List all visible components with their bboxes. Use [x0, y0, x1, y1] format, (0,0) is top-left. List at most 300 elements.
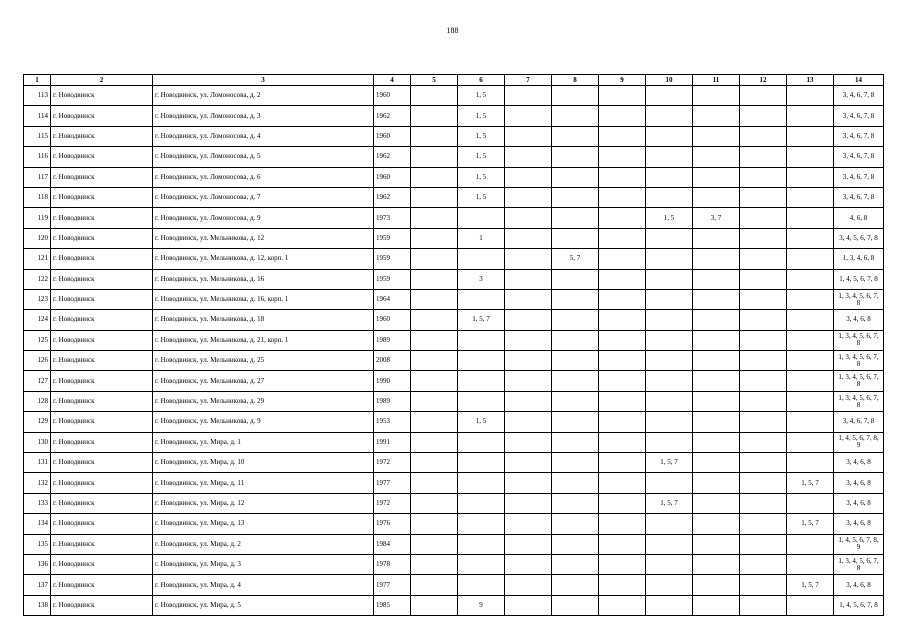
table-cell: 1, 5	[458, 412, 505, 432]
table-cell: г. Новодвинск, ул. Мира, д. 10	[153, 453, 374, 473]
table-cell	[646, 534, 693, 554]
table-cell	[552, 289, 599, 309]
table-cell	[740, 453, 787, 473]
table-cell	[740, 330, 787, 350]
table-cell	[740, 412, 787, 432]
table-cell	[505, 249, 552, 269]
table-cell	[552, 514, 599, 534]
table-cell: 135	[24, 534, 51, 554]
table-cell	[505, 575, 552, 595]
table-row	[24, 106, 884, 126]
table-cell: 1, 5	[458, 147, 505, 167]
table-cell: г. Новодвинск	[51, 391, 153, 411]
column-header: 9	[599, 75, 646, 86]
table-cell	[411, 289, 458, 309]
table-cell	[599, 187, 646, 207]
table-cell	[505, 228, 552, 248]
table-cell	[740, 289, 787, 309]
table-cell	[552, 330, 599, 350]
table-cell	[693, 249, 740, 269]
table-cell: 1959	[374, 269, 411, 289]
table-cell	[740, 208, 787, 228]
table-cell: 3, 4, 6, 7, 8	[834, 86, 884, 106]
table-cell	[599, 86, 646, 106]
table-cell	[646, 473, 693, 493]
table-cell	[552, 187, 599, 207]
table-cell	[599, 330, 646, 350]
table-cell	[740, 391, 787, 411]
table-cell: 1977	[374, 575, 411, 595]
table-cell: 3, 4, 5, 6, 7, 8	[834, 228, 884, 248]
column-header: 14	[834, 75, 884, 86]
table-cell	[599, 595, 646, 615]
table-cell	[552, 147, 599, 167]
table-cell	[693, 147, 740, 167]
table-cell	[787, 534, 834, 554]
table-cell: г. Новодвинск, ул. Ломоносова, д. 9	[153, 208, 374, 228]
table-cell	[599, 432, 646, 452]
table-cell	[505, 208, 552, 228]
table-row	[24, 351, 884, 371]
table-cell: 1960	[374, 86, 411, 106]
table-cell	[411, 493, 458, 513]
table-row	[24, 269, 884, 289]
table-cell: 1, 5, 7	[646, 453, 693, 473]
table-cell	[599, 554, 646, 574]
table-cell: 1989	[374, 391, 411, 411]
table-cell: 3, 7	[693, 208, 740, 228]
table-cell: г. Новодвинск	[51, 534, 153, 554]
table-cell: 128	[24, 391, 51, 411]
table-row	[24, 126, 884, 146]
table-cell: 1990	[374, 371, 411, 391]
table-cell	[505, 493, 552, 513]
table-cell	[552, 310, 599, 330]
table-row	[24, 208, 884, 228]
table-cell: 3, 4, 6, 8	[834, 493, 884, 513]
table-cell: 1991	[374, 432, 411, 452]
column-header: 2	[51, 75, 153, 86]
table-cell: г. Новодвинск	[51, 249, 153, 269]
table-cell: г. Новодвинск, ул. Ломоносова, д. 5	[153, 147, 374, 167]
table-cell	[787, 208, 834, 228]
table-cell	[693, 228, 740, 248]
table-cell	[411, 228, 458, 248]
table-cell: 1, 4, 5, 6, 7, 8, 9	[834, 534, 884, 554]
table-cell: г. Новодвинск, ул. Мельникова, д. 12	[153, 228, 374, 248]
table-cell	[693, 391, 740, 411]
table-cell: 1962	[374, 187, 411, 207]
table-header-row	[24, 75, 884, 86]
table-cell	[552, 473, 599, 493]
table-cell	[599, 228, 646, 248]
table-cell: г. Новодвинск	[51, 473, 153, 493]
table-cell: 5, 7	[552, 249, 599, 269]
table-cell	[505, 106, 552, 126]
table-cell: 1976	[374, 514, 411, 534]
table-cell	[646, 514, 693, 534]
table-cell: 9	[458, 595, 505, 615]
table-cell	[599, 126, 646, 146]
table-cell	[458, 554, 505, 574]
table-cell: 1, 5, 7	[646, 493, 693, 513]
table-cell: 1959	[374, 249, 411, 269]
table-cell	[693, 412, 740, 432]
table-cell: г. Новодвинск, ул. Мельникова, д. 27	[153, 371, 374, 391]
table-cell	[740, 351, 787, 371]
table-cell	[599, 391, 646, 411]
table-cell: 1972	[374, 493, 411, 513]
table-cell: 136	[24, 554, 51, 574]
table-cell	[411, 412, 458, 432]
table-cell: 113	[24, 86, 51, 106]
table-cell	[458, 249, 505, 269]
table-cell	[646, 269, 693, 289]
table-cell	[740, 554, 787, 574]
table-cell: г. Новодвинск	[51, 432, 153, 452]
table-cell	[693, 126, 740, 146]
table-cell	[787, 187, 834, 207]
table-cell: 121	[24, 249, 51, 269]
table-cell: 1, 4, 5, 6, 7, 8	[834, 269, 884, 289]
table-cell	[693, 310, 740, 330]
table-cell: г. Новодвинск	[51, 351, 153, 371]
table-cell: 120	[24, 228, 51, 248]
table-cell	[599, 167, 646, 187]
table-cell: 3, 4, 6, 7, 8	[834, 412, 884, 432]
table-cell: 1, 4, 5, 6, 7, 8, 9	[834, 432, 884, 452]
table-cell: г. Новодвинск	[51, 493, 153, 513]
table-cell	[740, 473, 787, 493]
table-cell	[693, 575, 740, 595]
table-cell	[740, 493, 787, 513]
column-header: 4	[374, 75, 411, 86]
table-cell	[505, 310, 552, 330]
table-cell	[787, 86, 834, 106]
table-row	[24, 595, 884, 615]
table-cell: г. Новодвинск	[51, 106, 153, 126]
table-cell	[458, 534, 505, 554]
table-cell	[693, 86, 740, 106]
table-cell	[552, 371, 599, 391]
table-cell	[646, 575, 693, 595]
table-cell: г. Новодвинск	[51, 453, 153, 473]
table-cell	[693, 453, 740, 473]
table-cell	[787, 432, 834, 452]
table-cell: 130	[24, 432, 51, 452]
table-cell	[505, 86, 552, 106]
table-cell	[787, 147, 834, 167]
table-cell	[505, 473, 552, 493]
table-cell	[552, 412, 599, 432]
table-cell	[552, 269, 599, 289]
table-cell: 138	[24, 595, 51, 615]
table-cell	[599, 371, 646, 391]
table-cell	[740, 106, 787, 126]
table-cell: г. Новодвинск	[51, 269, 153, 289]
table-cell	[599, 269, 646, 289]
table-cell	[411, 575, 458, 595]
table-row	[24, 453, 884, 473]
table-cell: г. Новодвинск, ул. Мельникова, д. 25	[153, 351, 374, 371]
column-header: 12	[740, 75, 787, 86]
table-cell	[505, 147, 552, 167]
table-cell: г. Новодвинск	[51, 289, 153, 309]
table-cell	[411, 351, 458, 371]
table-cell	[740, 432, 787, 452]
table-row	[24, 289, 884, 309]
table-cell: г. Новодвинск	[51, 228, 153, 248]
table-cell	[552, 554, 599, 574]
table-row	[24, 412, 884, 432]
table-cell	[787, 371, 834, 391]
table-cell	[646, 86, 693, 106]
table-cell	[411, 371, 458, 391]
table-cell	[411, 554, 458, 574]
table-body	[24, 86, 884, 616]
table-cell	[693, 473, 740, 493]
table-cell	[505, 534, 552, 554]
table-cell	[411, 86, 458, 106]
table-cell: 1, 5	[458, 187, 505, 207]
table-cell: г. Новодвинск	[51, 86, 153, 106]
table-cell	[740, 147, 787, 167]
table-cell	[646, 412, 693, 432]
table-cell	[552, 106, 599, 126]
table-cell: 1960	[374, 126, 411, 146]
table-cell	[552, 595, 599, 615]
table-cell: г. Новодвинск	[51, 187, 153, 207]
table-cell: г. Новодвинск, ул. Мельникова, д. 18	[153, 310, 374, 330]
table-cell	[646, 595, 693, 615]
table-cell: г. Новодвинск, ул. Мельникова, д. 12, корп. 1	[153, 249, 374, 269]
table-cell	[458, 289, 505, 309]
table-cell: г. Новодвинск	[51, 412, 153, 432]
table-cell: 116	[24, 147, 51, 167]
table-cell: г. Новодвинск	[51, 595, 153, 615]
table-row	[24, 86, 884, 106]
table-cell	[458, 514, 505, 534]
table-cell	[458, 208, 505, 228]
table-cell: г. Новодвинск	[51, 575, 153, 595]
table-cell: 134	[24, 514, 51, 534]
table-cell	[693, 289, 740, 309]
table-cell	[411, 473, 458, 493]
table-cell: 1972	[374, 453, 411, 473]
column-header: 3	[153, 75, 374, 86]
table-row	[24, 432, 884, 452]
table-cell	[458, 351, 505, 371]
table-cell	[646, 391, 693, 411]
table-cell: 1989	[374, 330, 411, 350]
table-cell	[411, 330, 458, 350]
table-cell	[599, 310, 646, 330]
table-row	[24, 473, 884, 493]
table-cell: 1, 5	[458, 86, 505, 106]
table-cell	[787, 330, 834, 350]
table-cell	[505, 595, 552, 615]
column-header: 5	[411, 75, 458, 86]
table-cell	[787, 167, 834, 187]
table-cell: г. Новодвинск, ул. Ломоносова, д. 6	[153, 167, 374, 187]
table-cell	[552, 534, 599, 554]
table-cell	[599, 493, 646, 513]
table-row	[24, 575, 884, 595]
table-row	[24, 371, 884, 391]
column-header: 6	[458, 75, 505, 86]
table-row	[24, 514, 884, 534]
table-cell: 2008	[374, 351, 411, 371]
table-cell: 1, 5	[458, 126, 505, 146]
table-cell: 3, 4, 6, 8	[834, 310, 884, 330]
table-cell: 131	[24, 453, 51, 473]
table-cell	[740, 514, 787, 534]
table-cell: 1, 5	[458, 106, 505, 126]
table-row	[24, 493, 884, 513]
table-cell	[411, 534, 458, 554]
table-cell	[505, 412, 552, 432]
table-cell	[740, 187, 787, 207]
table-cell	[505, 187, 552, 207]
table-cell: г. Новодвинск, ул. Ломоносова, д. 2	[153, 86, 374, 106]
table-cell: 3, 4, 6, 8	[834, 473, 884, 493]
table-cell: 3, 4, 6, 7, 8	[834, 147, 884, 167]
table-cell: 1, 4, 5, 6, 7, 8	[834, 595, 884, 615]
table-cell	[505, 330, 552, 350]
table-cell: 1, 5, 7	[458, 310, 505, 330]
table-cell	[599, 147, 646, 167]
table-cell: 137	[24, 575, 51, 595]
table-cell: 132	[24, 473, 51, 493]
table-cell	[505, 554, 552, 574]
table-cell: г. Новодвинск, ул. Мира, д. 1	[153, 432, 374, 452]
table-cell: 1959	[374, 228, 411, 248]
table-cell	[505, 167, 552, 187]
table-cell	[740, 249, 787, 269]
table-row	[24, 391, 884, 411]
table-cell	[787, 289, 834, 309]
table-cell: 1962	[374, 106, 411, 126]
table-cell	[552, 167, 599, 187]
table-cell: 133	[24, 493, 51, 513]
table-cell: г. Новодвинск, ул. Ломоносова, д. 4	[153, 126, 374, 146]
table-cell	[693, 106, 740, 126]
table-cell	[599, 249, 646, 269]
column-header: 1	[24, 75, 51, 86]
table-cell: г. Новодвинск	[51, 554, 153, 574]
table-cell: 114	[24, 106, 51, 126]
table-cell: г. Новодвинск	[51, 167, 153, 187]
table-cell: 3, 4, 6, 7, 8	[834, 187, 884, 207]
table-row	[24, 330, 884, 350]
table-cell	[787, 412, 834, 432]
table-cell	[787, 228, 834, 248]
table-cell: 3, 4, 6, 8	[834, 575, 884, 595]
table-row	[24, 147, 884, 167]
table-cell	[787, 493, 834, 513]
table-cell: 3, 4, 6, 7, 8	[834, 167, 884, 187]
table-cell	[458, 575, 505, 595]
table-cell	[599, 208, 646, 228]
table-cell: 3, 4, 6, 7, 8	[834, 106, 884, 126]
table-cell	[787, 554, 834, 574]
table-cell: 1977	[374, 473, 411, 493]
table-cell	[552, 575, 599, 595]
table-cell: 3, 4, 6, 7, 8	[834, 126, 884, 146]
table-cell: 124	[24, 310, 51, 330]
table-cell	[646, 126, 693, 146]
table-cell: г. Новодвинск	[51, 330, 153, 350]
column-header: 11	[693, 75, 740, 86]
table-cell: г. Новодвинск, ул. Мельникова, д. 21, корп. 1	[153, 330, 374, 350]
table-cell: г. Новодвинск	[51, 514, 153, 534]
table-cell	[505, 453, 552, 473]
table-cell	[505, 351, 552, 371]
table-cell	[646, 310, 693, 330]
table-cell	[787, 310, 834, 330]
table-cell	[505, 432, 552, 452]
table-cell: 1953	[374, 412, 411, 432]
table-cell: 1978	[374, 554, 411, 574]
table-cell	[787, 269, 834, 289]
table-cell	[505, 289, 552, 309]
table-cell	[693, 351, 740, 371]
table-cell: г. Новодвинск	[51, 208, 153, 228]
table-cell	[646, 147, 693, 167]
table-cell	[552, 86, 599, 106]
table-cell	[411, 453, 458, 473]
table-cell: 1973	[374, 208, 411, 228]
table-cell	[599, 453, 646, 473]
table-cell: г. Новодвинск	[51, 371, 153, 391]
table-cell: 1, 3, 4, 5, 6, 7, 8	[834, 554, 884, 574]
table-cell: 115	[24, 126, 51, 146]
table-cell	[552, 432, 599, 452]
table-cell: г. Новодвинск, ул. Ломоносова, д. 3	[153, 106, 374, 126]
table-cell: 1, 5, 7	[787, 514, 834, 534]
table-cell	[646, 249, 693, 269]
table-row	[24, 228, 884, 248]
table-cell	[787, 249, 834, 269]
table-cell: 119	[24, 208, 51, 228]
table-cell: 1984	[374, 534, 411, 554]
table-cell	[787, 453, 834, 473]
column-header: 13	[787, 75, 834, 86]
table-cell: г. Новодвинск, ул. Мира, д. 13	[153, 514, 374, 534]
table-cell: г. Новодвинск, ул. Мира, д. 4	[153, 575, 374, 595]
table-cell	[646, 554, 693, 574]
table-cell: 1964	[374, 289, 411, 309]
table-cell	[787, 126, 834, 146]
table-cell	[646, 289, 693, 309]
table-cell	[646, 432, 693, 452]
table-cell	[599, 106, 646, 126]
table-cell	[458, 371, 505, 391]
table-cell: 1, 5, 7	[787, 473, 834, 493]
table-cell	[693, 330, 740, 350]
table-cell: 1, 5	[646, 208, 693, 228]
table-cell: г. Новодвинск	[51, 126, 153, 146]
table-cell	[552, 493, 599, 513]
table-cell	[740, 269, 787, 289]
table-row	[24, 534, 884, 554]
table-cell	[552, 391, 599, 411]
table-cell: г. Новодвинск, ул. Мира, д. 5	[153, 595, 374, 615]
table-cell: г. Новодвинск, ул. Мельникова, д. 16, корп. 1	[153, 289, 374, 309]
table-cell	[505, 391, 552, 411]
table-cell	[599, 534, 646, 554]
table-cell: г. Новодвинск, ул. Мира, д. 11	[153, 473, 374, 493]
